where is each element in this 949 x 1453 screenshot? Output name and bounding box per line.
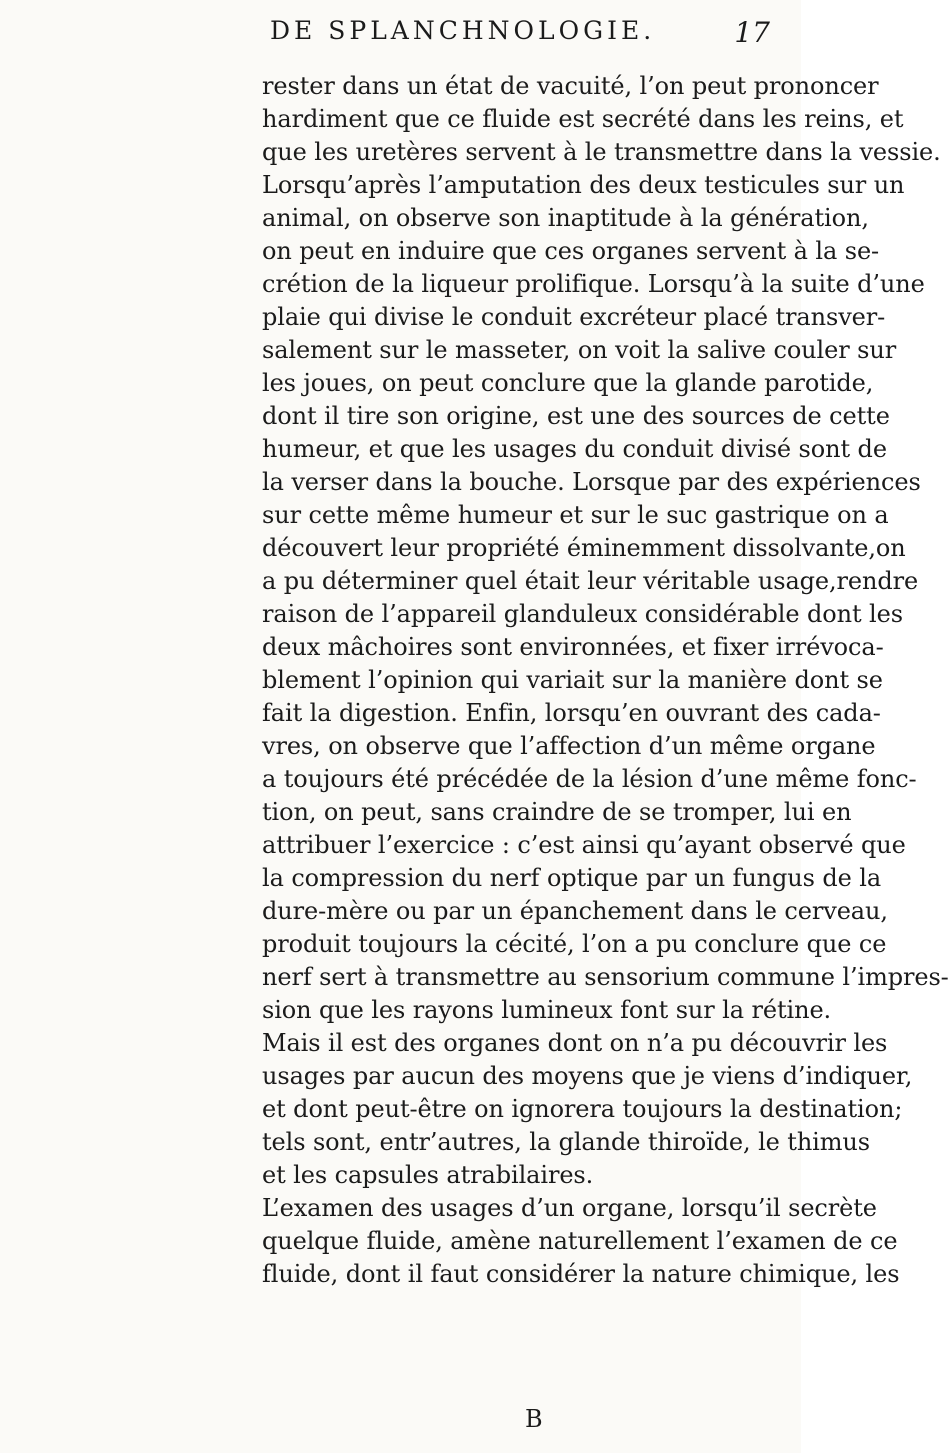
text-line: a pu déterminer quel était leur véritable usage,rendre [262,567,919,595]
signature-mark: B [525,1405,543,1433]
text-line: on peut en induire que ces organes servent à la se- [262,237,880,265]
body-text [262,70,949,1291]
page-header [270,8,770,56]
text-line: raison de l’appareil glanduleux considérable dont les [262,600,903,628]
text-line: rester dans un état de vacuité, l’on peut prononcer [262,72,879,100]
text-line: humeur, et que les usages du conduit divisé sont de [262,435,887,463]
text-line: fait la digestion. Enfin, lorsqu’en ouvrant des cada- [262,699,881,727]
text-line: L’examen des usages d’un organe, lorsqu’il secrète [262,1194,877,1222]
text-line: fluide, dont il faut considérer la nature chimique, les [262,1260,900,1288]
text-line: sur cette même humeur et sur le suc gastrique on a [262,501,889,529]
text-line: usages par aucun des moyens que je viens d’indiquer, [262,1062,913,1090]
text-line: deux mâchoires sont environnées, et fixer irrévoca- [262,633,884,661]
text-line: tels sont, entr’autres, la glande thiroïde, le thimus [262,1128,870,1156]
text-line: plaie qui divise le conduit excréteur placé transver- [262,303,886,331]
text-line: attribuer l’exercice : c’est ainsi qu’ayant observé que [262,831,906,859]
text-line: la verser dans la bouche. Lorsque par des expériences [262,468,921,496]
text-line: salement sur le masseter, on voit la salive couler sur [262,336,897,364]
text-line: Lorsqu’après l’amputation des deux testicules sur un [262,171,905,199]
text-line: hardiment que ce fluide est secrété dans les reins, et [262,105,904,133]
text-line: la compression du nerf optique par un fungus de la [262,864,882,892]
text-line: Mais il est des organes dont on n’a pu découvrir les [262,1029,888,1057]
text-line: et les capsules atrabilaires. [262,1161,594,1189]
text-line: et dont peut-être on ignorera toujours la destination; [262,1095,903,1123]
text-line: quelque fluide, amène naturellement l’examen de ce [262,1227,898,1255]
text-line: dure-mère ou par un épanchement dans le cerveau, [262,897,888,925]
text-line: les joues, on peut conclure que la glande parotide, [262,369,874,397]
text-line: nerf sert à transmettre au sensorium commune l’impres- [262,963,949,991]
text-line: dont il tire son origine, est une des sources de cette [262,402,890,430]
text-line: blement l’opinion qui variait sur la manière dont se [262,666,883,694]
text-line: a toujours été précédée de la lésion d’une même fonc- [262,765,917,793]
text-line: découvert leur propriété éminemment dissolvante,on [262,534,906,562]
text-line: produit toujours la cécité, l’on a pu conclure que ce [262,930,887,958]
text-line: tion, on peut, sans craindre de se tromper, lui en [262,798,852,826]
text-line: sion que les rayons lumineux font sur la rétine. [262,996,832,1024]
text-line: vres, on observe que l’affection d’un même organe [262,732,876,760]
text-line: animal, on observe son inaptitude à la génération, [262,204,869,232]
running-head: DE SPLANCHNOLOGIE. [270,16,656,45]
page-number: 17 [734,16,770,49]
text-line: que les uretères servent à le transmettre dans la vessie. [262,138,941,166]
text-line: crétion de la liqueur prolifique. Lorsqu’à la suite d’une [262,270,925,298]
